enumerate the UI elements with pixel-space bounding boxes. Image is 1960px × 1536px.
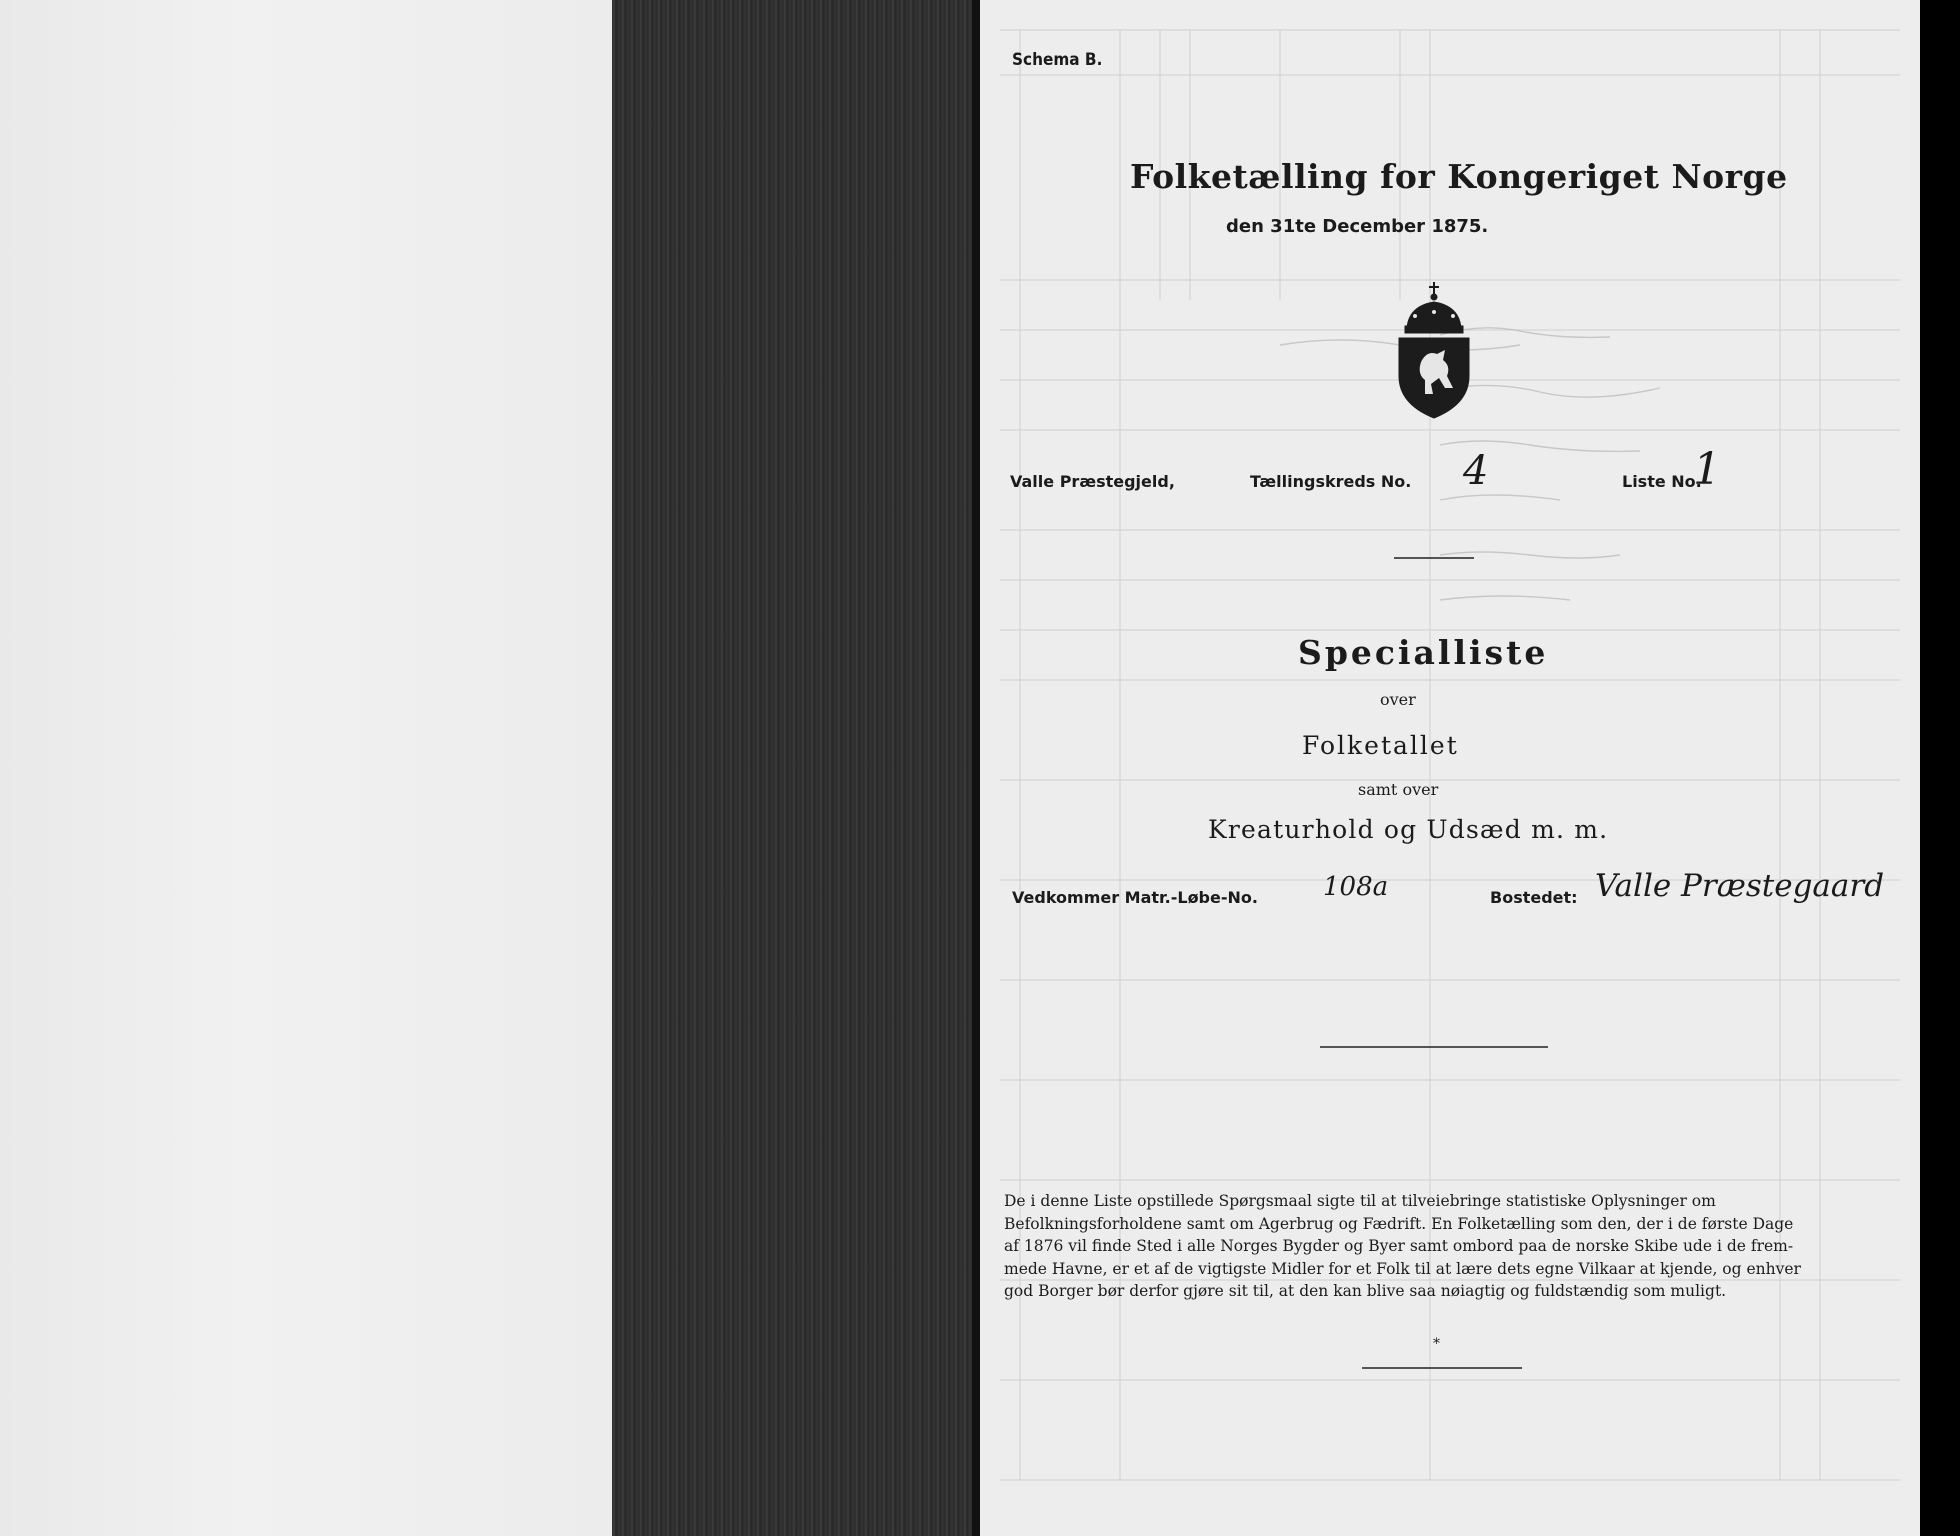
special-list-title: Specialliste	[1298, 633, 1549, 672]
bostedet-label: Bostedet:	[1490, 888, 1578, 907]
over-text: over	[1380, 690, 1416, 709]
paragraph-line: Befolkningsforholdene samt om Agerbrug og Fædrift. En Folketælling som den, der i de første Dage	[1004, 1214, 1794, 1233]
matr-label: Vedkommer Matr.-Løbe-No.	[1012, 888, 1258, 907]
liste-label: Liste No.	[1622, 472, 1702, 491]
paragraph-line: De i denne Liste opstillede Spørgsmaal sigte til at tilveiebringe statistiske Oplysninger om	[1004, 1192, 1716, 1210]
samt-over-text: samt over	[1358, 780, 1439, 799]
kreds-label: Tællingskreds No.	[1250, 472, 1412, 491]
folketallet-text: Folketallet	[1302, 731, 1459, 760]
page-gutter	[972, 0, 980, 1536]
rule-top	[1394, 556, 1474, 560]
liste-value: 1	[1693, 444, 1721, 495]
kreaturhold-text: Kreaturhold og Udsæd m. m.	[1208, 815, 1609, 844]
scan-edge	[1920, 0, 1960, 1536]
prestegjeld-label: Valle Præstegjeld,	[1010, 472, 1175, 491]
schema-label: Schema B.	[1012, 50, 1103, 70]
book-spine	[612, 0, 972, 1536]
rule-bottom	[1362, 1366, 1522, 1370]
bostedet-value: Valle Præstegaard	[1595, 868, 1885, 904]
rule-middle	[1320, 1045, 1548, 1049]
intro-paragraph	[1004, 1190, 1801, 1303]
coat-of-arms-icon	[1391, 280, 1477, 422]
kreds-value: 4	[1463, 448, 1489, 494]
left-page	[0, 0, 612, 1536]
paragraph-line: af 1876 vil finde Sted i alle Norges Bygder og Byer samt ombord paa de norske Skibe ude i de frem-	[1004, 1237, 1794, 1255]
footer-mark: *	[1433, 1336, 1440, 1352]
page-title: Folketælling for Kongeriget Norge	[1130, 157, 1788, 196]
census-date: den 31te December 1875.	[1226, 216, 1489, 237]
paragraph-line: mede Havne, er et af de vigtigste Midler for et Folk til at lære dets egne Vilkaar at kjende, og enhver	[1004, 1259, 1801, 1278]
paragraph-line: god Borger bør derfor gjøre sit til, at den kan blive saa nøiagtig og fuldstændig som muligt.	[1004, 1282, 1727, 1300]
matr-value: 108a	[1323, 872, 1389, 902]
